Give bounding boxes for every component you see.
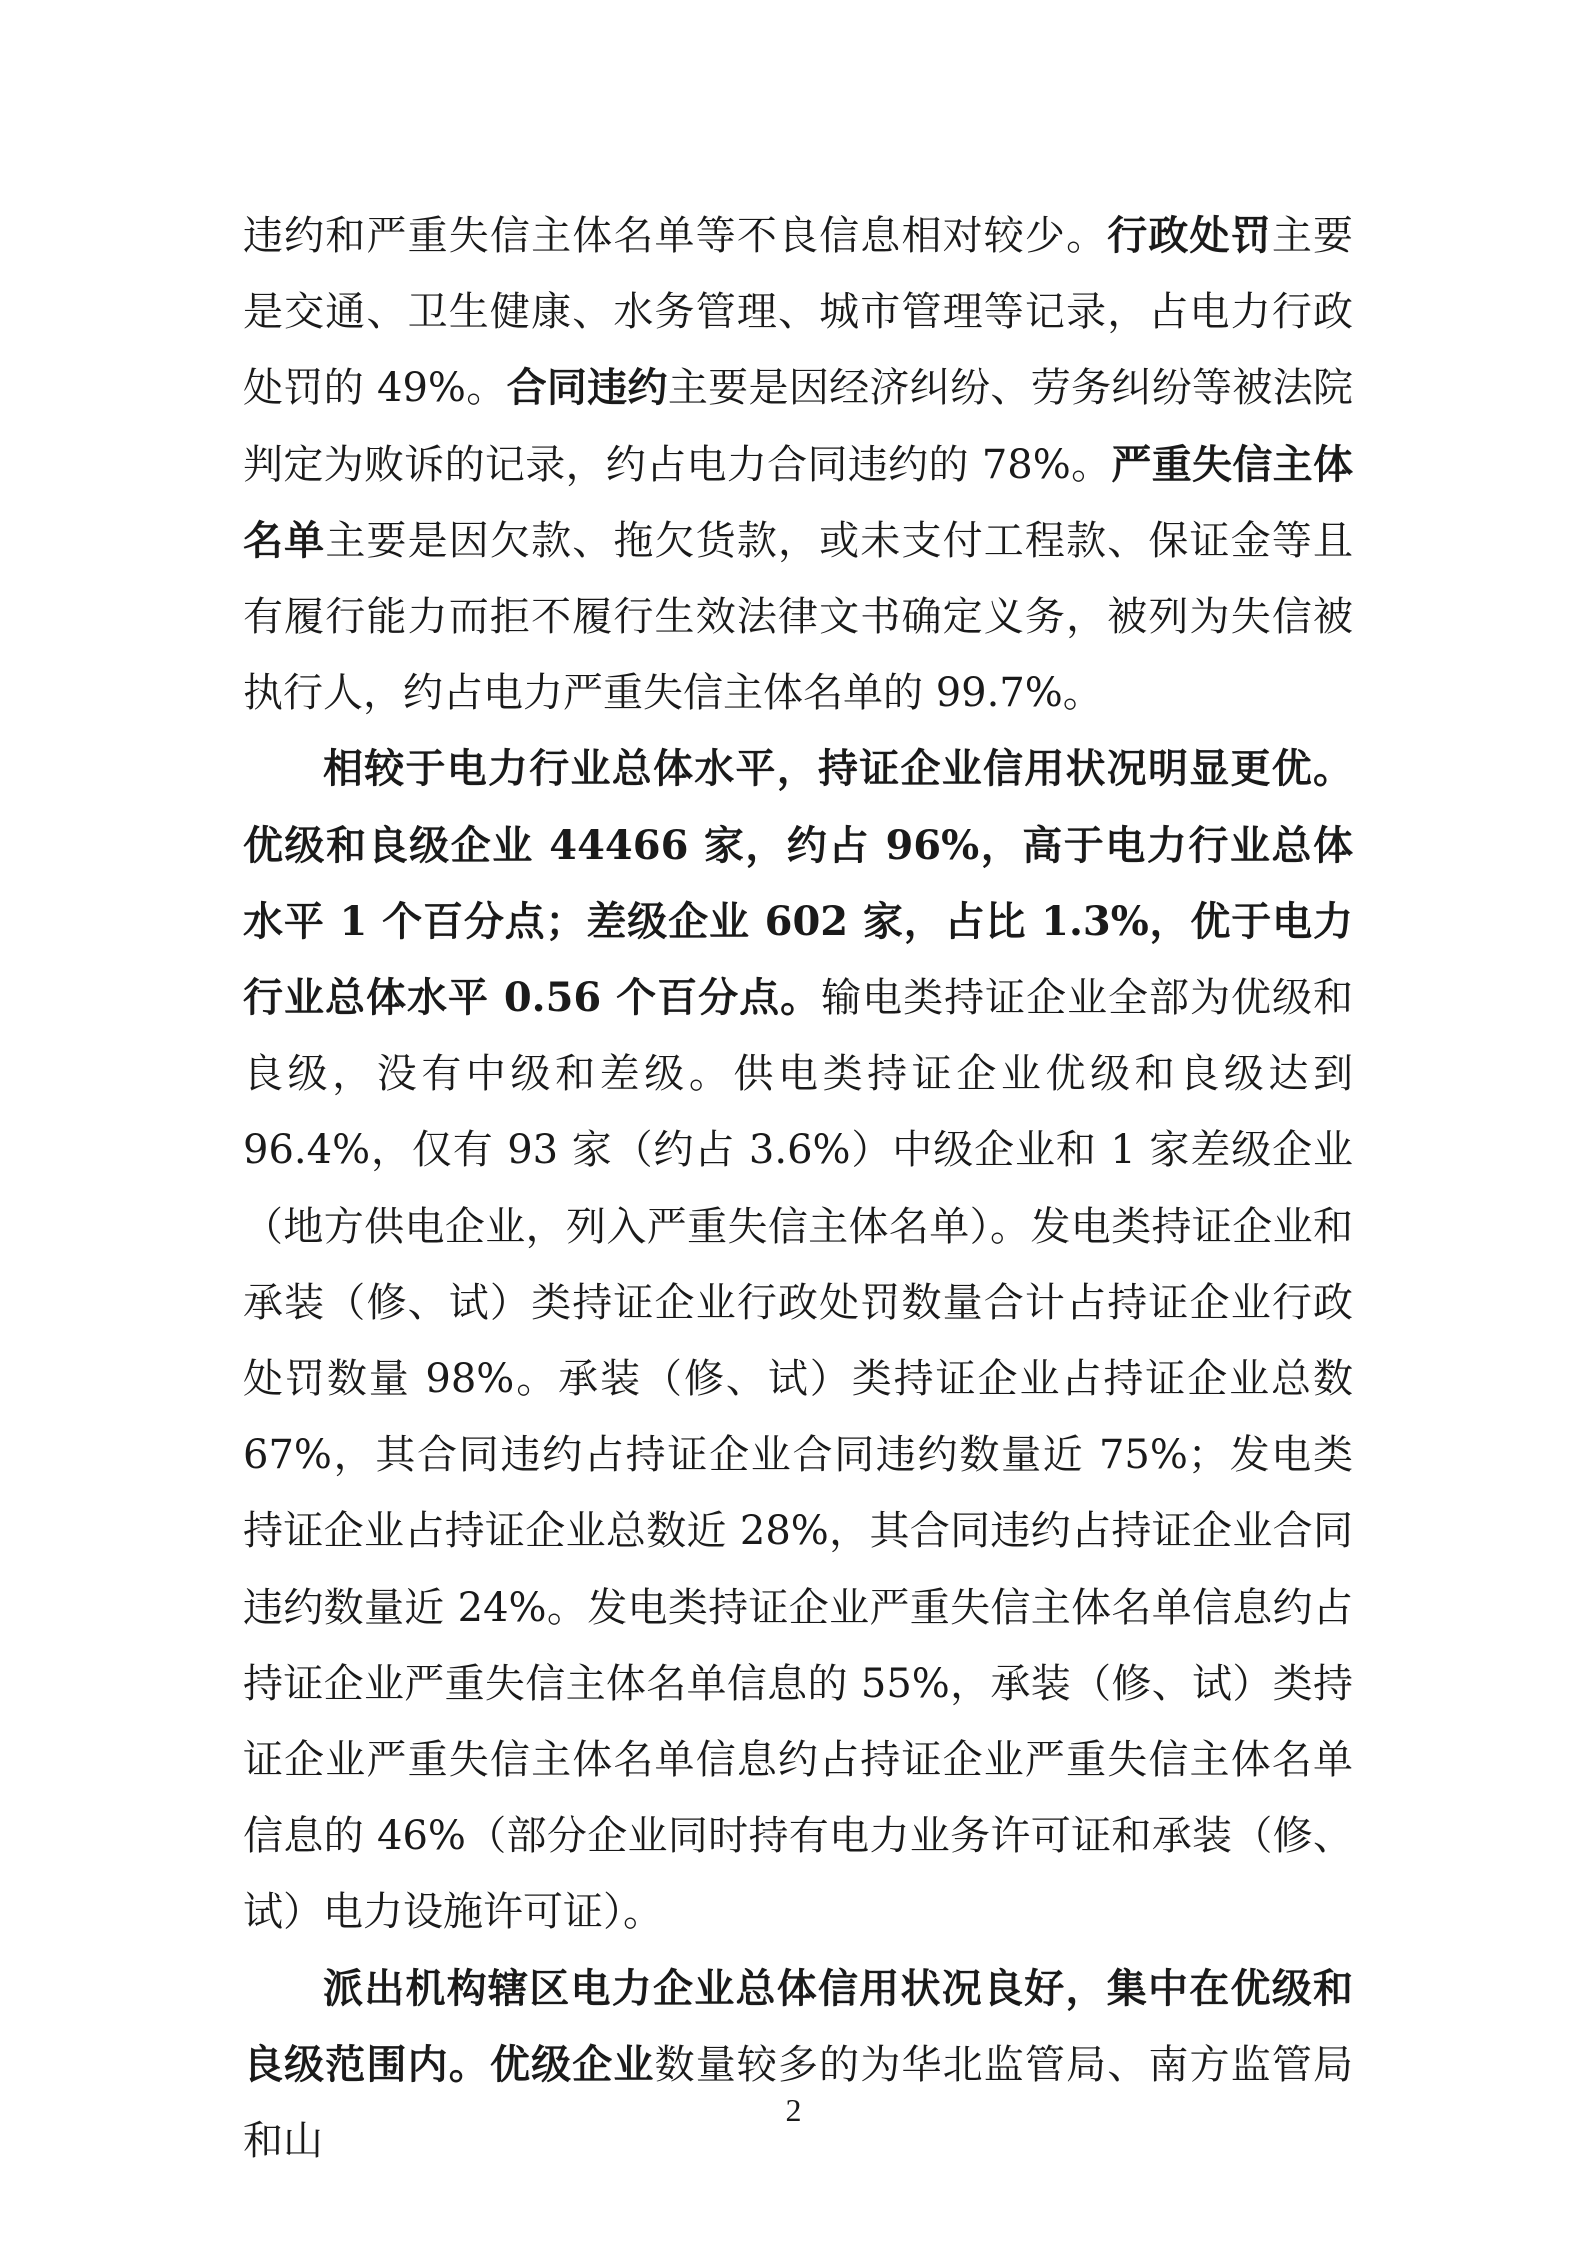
bold-text-segment: 派出机构辖区电力企业总体信用状况良好，集中在优级和良级范围内。 bbox=[243, 1964, 1353, 2088]
text-segment: 主要是交通、卫生健康、水务管理、城市管理等记录，占电力行政处罚的 49%。 bbox=[243, 213, 1354, 412]
text-segment: 主要是因欠款、拖欠货款，或未支付工程款、保证金等且有履行能力而拒不履行生效法律文书确定义务，被列为失信被执行人，约占电力严重失信主体名单的 99.7%。 bbox=[243, 517, 1354, 717]
paragraph bbox=[243, 198, 1353, 731]
body-text bbox=[243, 198, 1353, 2179]
bold-text-segment: 合同违约 bbox=[506, 364, 668, 412]
text-segment: 违约和严重失信主体名单等不良信息相对较少。 bbox=[243, 213, 1108, 259]
bold-text-segment: 严重失信主体名单 bbox=[243, 440, 1354, 564]
text-segment: 主要是因经济纠纷、劳务纠纷等被法院判定为败诉的记录，约占电力合同违约的 78%。 bbox=[243, 365, 1354, 488]
bold-text-segment: 行政处罚 bbox=[1107, 212, 1272, 259]
paragraph bbox=[243, 731, 1353, 1950]
text-segment: 数量较多的为华北监管局、南方监管局和山 bbox=[243, 2041, 1354, 2165]
paragraph bbox=[243, 1951, 1353, 2180]
page-number: 2 bbox=[785, 2092, 802, 2128]
bold-text-segment: 相较于电力行业总体水平，持证企业信用状况明显更优。优级和良级企业 44466 家，约占 96%，高于电力行业总体水平 1 个百分点；差级企业 602 家，占比 1.3%，优于电力行业总体水平 0.56 个百分点。 bbox=[243, 745, 1353, 1022]
text-segment: 输电类持证企业全部为优级和良级，没有中级和差级。供电类持证企业优级和良级达到 96.4%，仅有 93 家（约占 3.6%）中级企业和 1 家差级企业（地方供电企业，列入严重失信主体名单）。发电类持证企业和承装（修、试）类持证企业行政处罚数量合计占持证企业行政处罚数量 98%。承装（修、试）类持证企业占持证企业总数 67%，其合同违约占持证企业合同违约数量近 75%；发电类持证企业占持证企业总数近 28%，其合同违约占持证企业合同违约数量近 24%。发电类持证企业严重失信主体名单信息约占持证企业严重失信主体名单信息的 55%，承装（修、试）类持证企业严重失信主体名单信息约占持证企业严重失信主体名单信息的 46%（部分企业同时持有电力业务许可证和承装（修、试）电力设施许可证）。 bbox=[243, 975, 1354, 1936]
bold-text-segment: 优级企业 bbox=[489, 2040, 655, 2088]
